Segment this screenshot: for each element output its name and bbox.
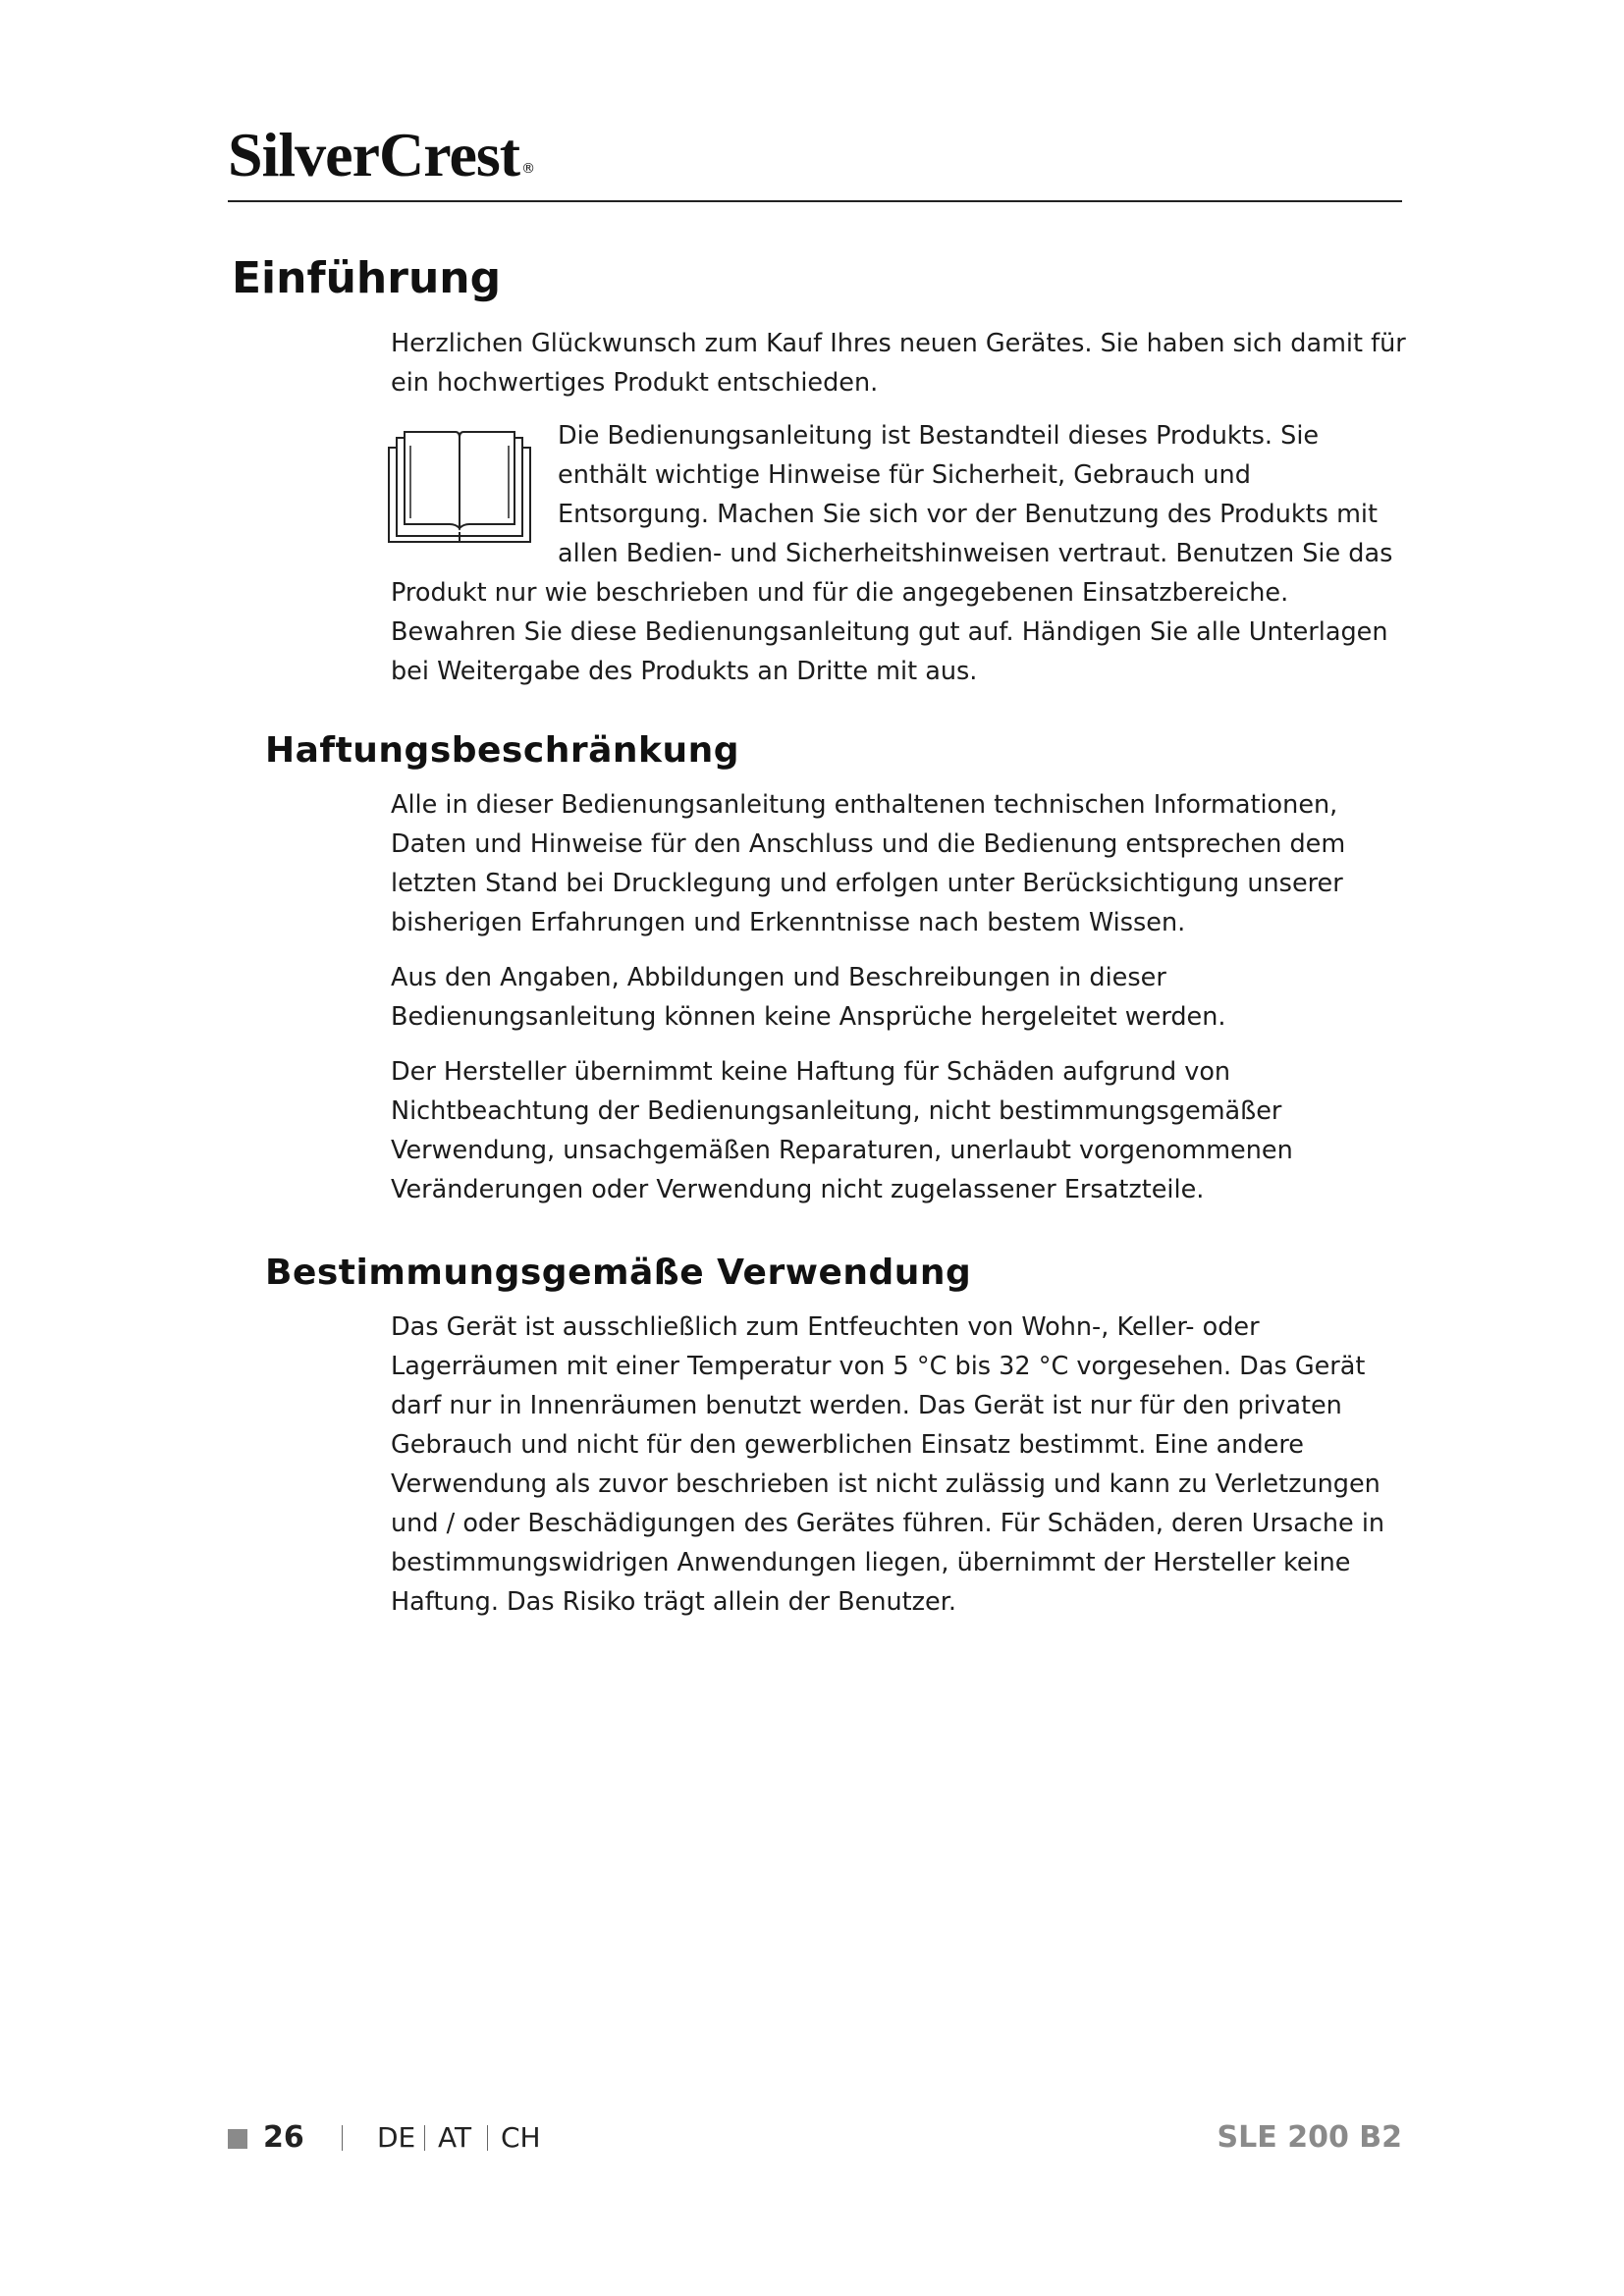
liability-paragraph-3: Der Hersteller übernimmt keine Haftung für Schäden aufgrund von Nichtbeachtung der Bedienungsanleitung, nicht bestimmungsgemäßer Verwendung, unsachgemäßen Reparaturen, unerlaubt vorgenommenen Veränderungen oder Verwendung nicht zugelassener Ersatzteile.	[391, 1057, 1293, 1204]
brand-logo-text: SilverCrest	[228, 120, 520, 189]
model-number: SLE 200 B2	[1217, 2120, 1402, 2155]
registered-mark: ®	[521, 161, 535, 177]
section-title-intended-use: Bestimmungsgemäße Verwendung	[265, 1253, 972, 1293]
footer-divider	[342, 2125, 343, 2151]
country-ch: CH	[501, 2121, 541, 2154]
intro-paragraph	[391, 324, 1407, 402]
open-book-icon	[387, 426, 532, 544]
manual-notice	[558, 416, 1408, 573]
page-footer	[228, 2113, 1402, 2163]
header-rule	[228, 200, 1402, 202]
intro-text: Herzlichen Glückwunsch zum Kauf Ihres neuen Gerätes. Sie haben sich damit für ein hochwertiges Produkt entschieden.	[391, 329, 1406, 398]
footer-divider	[424, 2125, 425, 2151]
brand-logo	[228, 116, 534, 194]
section-title-intro: Einführung	[232, 253, 502, 303]
section-title-liability: Haftungsbeschränkung	[265, 730, 739, 771]
intended-use-paragraph: Das Gerät ist ausschließlich zum Entfeuchten von Wohn-, Keller- oder Lagerräumen mit einer Temperatur von 5 °C bis 32 °C vorgesehen. Das Gerät darf nur in Innenräumen benutzt werden. Das Gerät ist nur für den privaten Gebrauch und nicht für den gewerblichen Einsatz bestimmt. Eine andere Verwendung als zuvor beschrieben ist nicht zulässig und kann zu Verletzungen und / oder Beschädigungen des Gerätes führen. Für Schäden, deren Ursache in bestimmungswidrigen Anwendungen liegen, übernimmt der Hersteller keine Haftung. Das Risiko trägt allein der Benutzer.	[391, 1312, 1385, 1617]
intended-use-section	[391, 1308, 1407, 1622]
liability-paragraph-1: Alle in dieser Bedienungsanleitung enthaltenen technischen Informationen, Daten und Hinweise für den Anschluss und die Bedienung entsprechen dem letzten Stand bei Drucklegung und erfolgen unter Berücksichtigung unserer bisherigen Erfahrungen und Erkenntnisse nach bestem Wissen.	[391, 790, 1346, 937]
footer-divider	[487, 2125, 488, 2151]
manual-notice-text-cont: Produkt nur wie beschrieben und für die angegebenen Einsatzbereiche. Bewahren Sie diese Bedienungsanleitung gut auf. Händigen Sie alle Unterlagen bei Weitergabe des Produkts an Dritte mit aus.	[391, 578, 1388, 686]
country-de: DE	[377, 2121, 416, 2154]
country-at: AT	[438, 2121, 472, 2154]
footer-square-icon	[228, 2129, 247, 2149]
manual-notice-continued	[391, 573, 1407, 691]
liability-paragraph-2: Aus den Angaben, Abbildungen und Beschreibungen in dieser Bedienungsanleitung können keine Ansprüche hergeleitet werden.	[391, 963, 1226, 1032]
manual-notice-text: Die Bedienungsanleitung ist Bestandteil dieses Produkts. Sie enthält wichtige Hinweise für Sicherheit, Gebrauch und Entsorgung. Machen Sie sich vor der Benutzung des Produkts mit allen Bedien- und Sicherheitshinweisen vertraut. Benutzen Sie das	[558, 421, 1393, 568]
page-number: 26	[263, 2120, 304, 2155]
liability-section	[391, 785, 1407, 1209]
